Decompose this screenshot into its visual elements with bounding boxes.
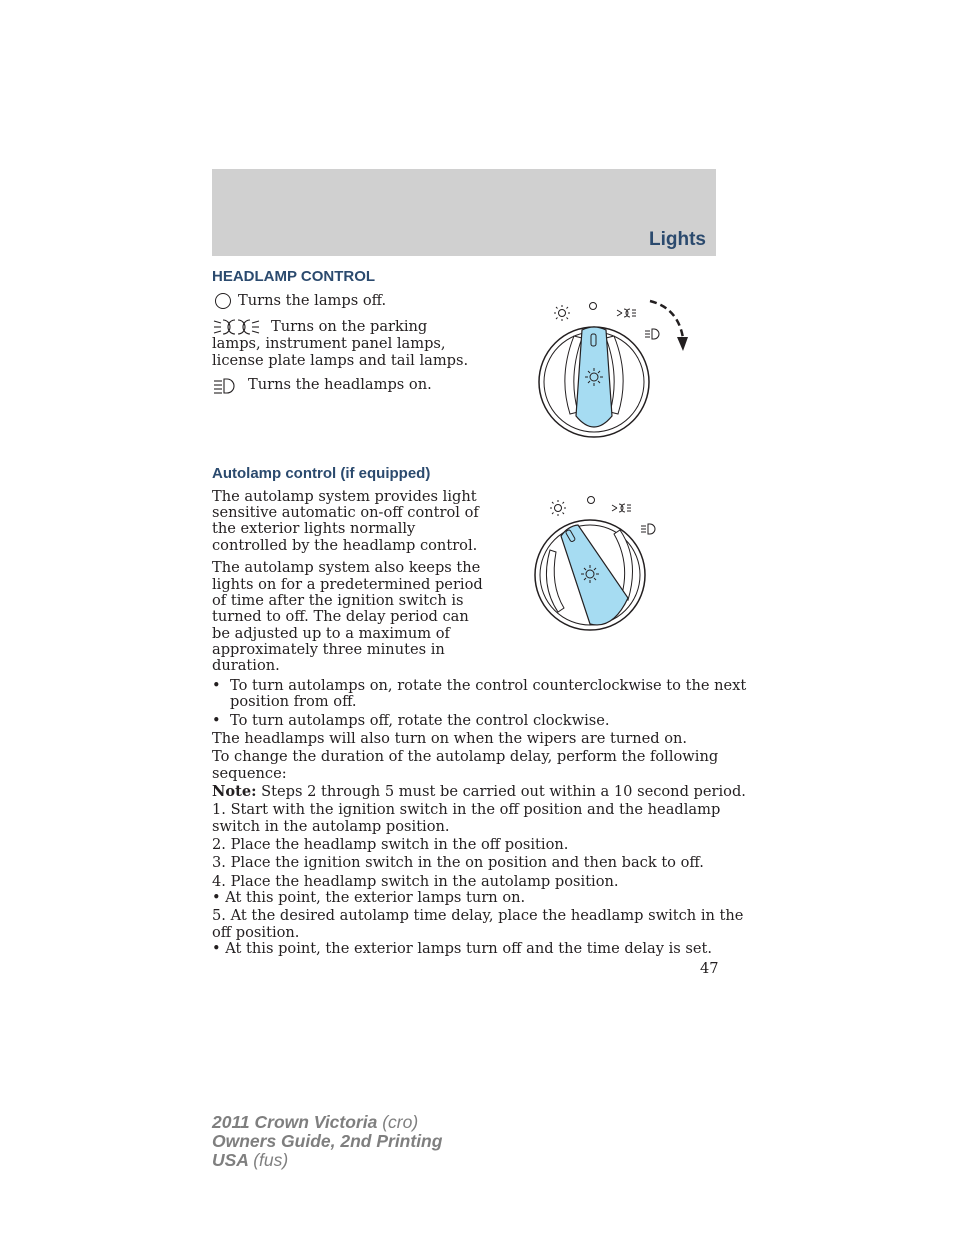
parking-description-line-1: Turns on the parking [271, 318, 428, 335]
chapter-header-band [212, 169, 716, 256]
headlamp-symbol-small-icon [645, 329, 659, 339]
parking-lamps-symbol-icon [554, 305, 570, 321]
note-label: Note: [212, 783, 257, 800]
autolamp-para2-line-2: lights on for a predetermined period [212, 576, 483, 593]
footer-line-2: Owners Guide, 2nd Printing [212, 1131, 443, 1151]
autolamp-para2-line-5: be adjusted up to a maximum of [212, 625, 450, 642]
parking-description-line-3: license plate lamps and tail lamps. [212, 352, 469, 369]
step-2: 2. Place the headlamp switch in the off position. [212, 836, 569, 853]
headlamp-description: Turns the headlamps on. [248, 376, 432, 393]
step-5-line-2: off position. [212, 924, 300, 941]
autolamp-heading: Autolamp control (if equipped) [212, 465, 431, 482]
autolamp-para2-line-7: duration. [212, 657, 280, 674]
step-5-bullet: • At this point, the exterior lamps turn off and the time delay is set. [212, 940, 713, 957]
autolamp-para2-line-6: approximately three minutes in [212, 641, 445, 658]
footer-line-1: 2011 Crown Victoria (cro) [212, 1112, 419, 1132]
step-5-line-1: 5. At the desired autolamp time delay, place the headlamp switch in the [212, 907, 744, 924]
off-circle-icon [214, 292, 232, 310]
headlamp-icon [213, 377, 237, 395]
chapter-title: Lights [649, 229, 706, 250]
parking-symbol-small-icon [617, 309, 636, 317]
bullet-icon: • [212, 712, 221, 729]
headlamp-control-heading: HEADLAMP CONTROL [212, 268, 376, 285]
step-4: 4. Place the headlamp switch in the autolamp position. [212, 873, 619, 890]
parking-description-line-2: lamps, instrument panel lamps, [212, 335, 446, 352]
bullet-icon: • [212, 677, 221, 694]
autolamp-knob-illustration [528, 490, 678, 630]
page-number: 47 [700, 960, 719, 977]
rotation-arrow-icon [650, 301, 683, 338]
step-3: 3. Place the ignition switch in the on position and then back to off. [212, 854, 704, 871]
step-1-line-2: switch in the autolamp position. [212, 818, 450, 835]
note-text: Steps 2 through 5 must be carried out within a 10 second period. [261, 783, 746, 800]
change-duration-line-1: To change the duration of the autolamp delay, perform the following [212, 748, 719, 765]
headlamp-symbol-small-icon [641, 524, 655, 534]
document-footer [212, 1113, 442, 1170]
parking-symbol-small-icon [612, 504, 631, 512]
wipers-line: The headlamps will also turn on when the wipers are turned on. [212, 730, 688, 747]
change-duration-line-2: sequence: [212, 765, 287, 782]
autolamp-bullet-1-cont: position from off. [230, 693, 357, 710]
headlamp-knob-illustration [530, 296, 700, 436]
autolamp-para1-line-3: the exterior lights normally [212, 520, 416, 537]
note-line [212, 784, 746, 801]
off-description: Turns the lamps off. [238, 292, 387, 309]
autolamp-para2-line-1: The autolamp system also keeps the [212, 559, 481, 576]
autolamp-para1-line-2: sensitive automatic on-off control of [212, 504, 479, 521]
off-symbol-icon [590, 303, 597, 310]
off-symbol-icon [588, 497, 595, 504]
autolamp-para2-line-4: turned to off. The delay period can [212, 608, 469, 625]
autolamp-bullet-2: • To turn autolamps off, rotate the control clockwise. [212, 712, 610, 729]
autolamp-para1-line-1: The autolamp system provides light [212, 488, 477, 505]
autolamp-para2-line-3: of time after the ignition switch is [212, 592, 464, 609]
step-4-bullet: • At this point, the exterior lamps turn on. [212, 889, 526, 906]
autolamp-bullet-1: • To turn autolamps on, rotate the control counterclockwise to the next [212, 677, 747, 694]
step-1-line-1: 1. Start with the ignition switch in the off position and the headlamp [212, 801, 721, 818]
parking-lamps-icon [213, 318, 261, 336]
parking-lamps-symbol-icon [550, 500, 566, 516]
autolamp-para1-line-4: controlled by the headlamp control. [212, 537, 478, 554]
footer-line-3: USA (fus) [212, 1150, 289, 1170]
